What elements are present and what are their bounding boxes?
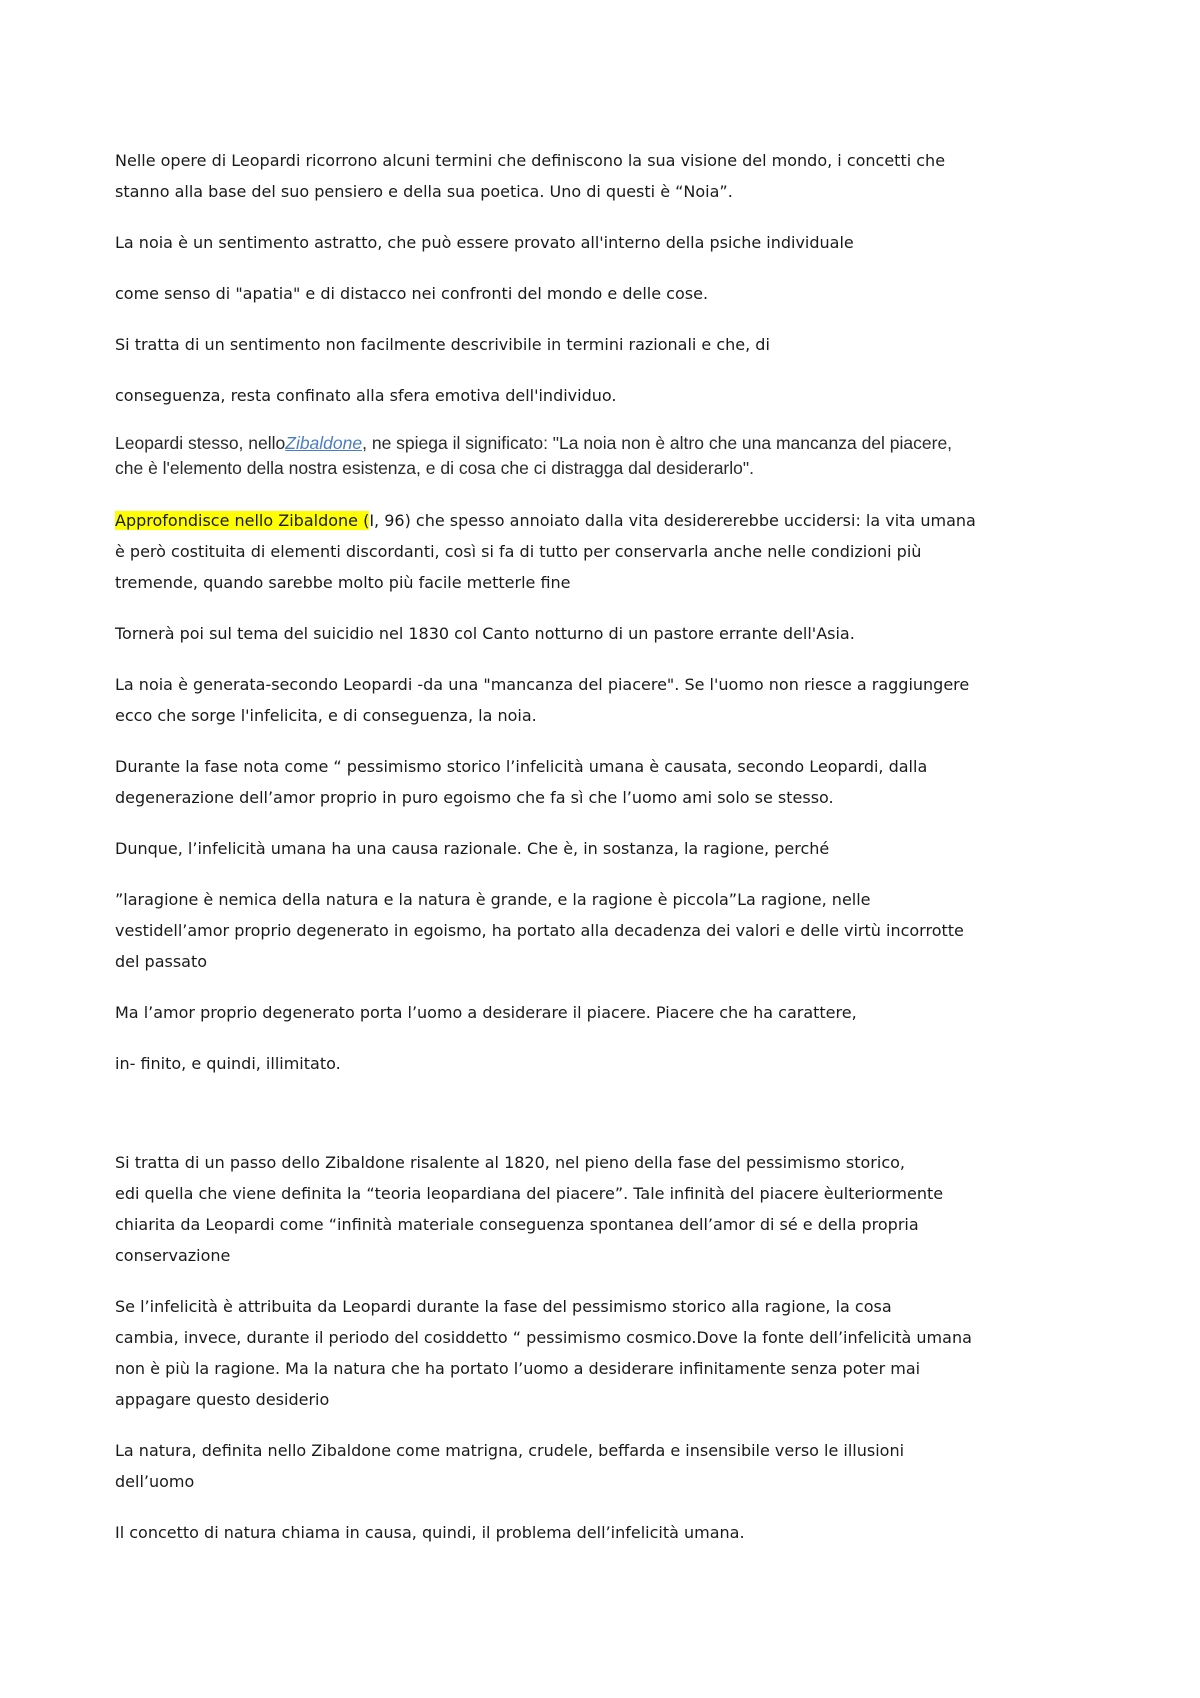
text-segment: , ne spiega il significato: "La noia non è altro che una mancanza del piacere, (362, 433, 953, 453)
text-line: La noia è generata-secondo Leopardi -da una "mancanza del piacere". Se l'uomo non riesce a raggiungere (115, 675, 970, 694)
paragraph (115, 618, 1105, 649)
zibaldone-quote-paragraph (115, 431, 1105, 481)
paragraph (115, 1048, 1105, 1079)
text-segment: I, 96) che spesso annoiato dalla vita desidererebbe uccidersi: la vita umana (369, 511, 976, 530)
paragraph (115, 329, 1105, 360)
text-line (115, 505, 1105, 536)
paragraph (115, 145, 1105, 207)
text-line: La natura, definita nello Zibaldone come matrigna, crudele, beffarda e insensibile verso le illusioni (115, 1441, 905, 1460)
text-line: ecco che sorge l'infelicita, e di conseguenza, la noia. (115, 706, 537, 725)
highlighted-text: Approfondisce nello Zibaldone ( (115, 511, 370, 530)
text-line: La noia è un sentimento astratto, che può essere provato all'interno della psiche individuale (115, 233, 854, 252)
text-line: che è l'elemento della nostra esistenza, e di cosa che ci distragga dal desiderarlo". (115, 458, 754, 478)
text-line: Tornerà poi sul tema del suicidio nel 1830 col Canto notturno di un pastore errante dell'Asia. (115, 624, 855, 643)
text-line: Il concetto di natura chiama in causa, quindi, il problema dell’infelicità umana. (115, 1523, 745, 1542)
paragraph (115, 751, 1105, 813)
text-line: del passato (115, 952, 208, 971)
text-line: in- finito, e quindi, illimitato. (115, 1054, 341, 1073)
paragraph (115, 833, 1105, 864)
text-line: vestidell’amor proprio degenerato in egoismo, ha portato alla decadenza dei valori e delle virtù incorrotte (115, 921, 964, 940)
text-line: cambia, invece, durante il periodo del cosiddetto “ pessimismo cosmico.Dove la fonte dell’infelicità umana (115, 1328, 972, 1347)
text-line: tremende, quando sarebbe molto più facile metterle fine (115, 573, 571, 592)
text-line: appagare questo desiderio (115, 1390, 330, 1409)
text-line: Si tratta di un passo dello Zibaldone risalente al 1820, nel pieno della fase del pessimismo storico, (115, 1153, 905, 1172)
text-line: conservazione (115, 1246, 231, 1265)
paragraph (115, 278, 1105, 309)
paragraph (115, 1291, 1105, 1415)
text-line: Nelle opere di Leopardi ricorrono alcuni termini che definiscono la sua visione del mondo, i concetti che (115, 151, 946, 170)
text-line: Dunque, l’infelicità umana ha una causa razionale. Che è, in sostanza, la ragione, perché (115, 839, 830, 858)
text-line: Durante la fase nota come “ pessimismo storico l’infelicità umana è causata, secondo Leopardi, dalla (115, 757, 928, 776)
text-line: è però costituita di elementi discordanti, così si fa di tutto per conservarla anche nelle condizioni più (115, 542, 922, 561)
text-segment: Leopardi stesso, nello (115, 433, 286, 453)
document-body (115, 145, 1105, 1568)
paragraph (115, 1147, 1105, 1271)
zibaldone-link[interactable]: Zibaldone (285, 433, 363, 453)
paragraph (115, 1435, 1105, 1497)
paragraph (115, 884, 1105, 977)
text-line (115, 431, 1105, 456)
paragraph (115, 669, 1105, 731)
text-line: Ma l’amor proprio degenerato porta l’uomo a desiderare il piacere. Piacere che ha carattere, (115, 1003, 857, 1022)
paragraph (115, 227, 1105, 258)
text-line: Se l’infelicità è attribuita da Leopardi durante la fase del pessimismo storico alla ragione, la cosa (115, 1297, 892, 1316)
text-line: chiarita da Leopardi come “infinità materiale conseguenza spontanea dell’amor di sé e della propria (115, 1215, 919, 1234)
text-line: degenerazione dell’amor proprio in puro egoismo che fa sì che l’uomo ami solo se stesso. (115, 788, 834, 807)
paragraph (115, 1517, 1105, 1548)
paragraph (115, 997, 1105, 1028)
text-line: dell’uomo (115, 1472, 195, 1491)
text-line: ”laragione è nemica della natura e la natura è grande, e la ragione è piccola”La ragione, nelle (115, 890, 871, 909)
text-line: non è più la ragione. Ma la natura che ha portato l’uomo a desiderare infinitamente senza poter mai (115, 1359, 921, 1378)
blank-gap (115, 1099, 1105, 1147)
paragraph (115, 380, 1105, 411)
text-line: conseguenza, resta confinato alla sfera emotiva dell'individuo. (115, 386, 617, 405)
text-line: Si tratta di un sentimento non facilmente descrivibile in termini razionali e che, di (115, 335, 770, 354)
text-line: edi quella che viene definita la “teoria leopardiana del piacere”. Tale infinità del piacere èulteriormente (115, 1184, 944, 1203)
text-line: come senso di "apatia" e di distacco nei confronti del mondo e delle cose. (115, 284, 709, 303)
highlighted-paragraph (115, 505, 1105, 598)
text-line: stanno alla base del suo pensiero e della sua poetica. Uno di questi è “Noia”. (115, 182, 733, 201)
